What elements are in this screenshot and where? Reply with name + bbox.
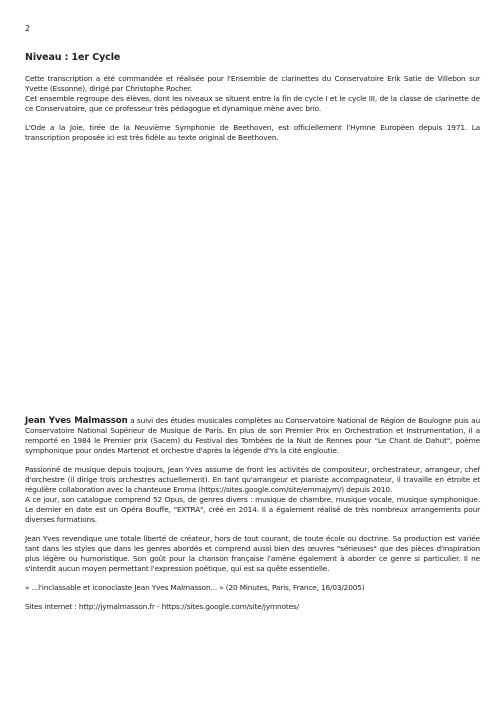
intro-paragraph-ensemble: Cet ensemble regroupe des élèves, dont les niveaux se situent entre la fin de cycle I et le cycle III, de la classe de clarinette de ce Conservatoire, que ce professeur très pédagogue et dynamique mène avec brio. bbox=[25, 94, 480, 113]
press-quote: « ...l'inclassable et iconoclaste Jean Yves Malmasson... » (20 Minutes, Paris, France, 16/03/2005) bbox=[25, 583, 365, 592]
level-label: Niveau : bbox=[25, 52, 69, 63]
bio-paragraph-catalogue: A ce jour, son catalogue comprend 52 Opus, de genres divers : musique de chambre, musique vocale, musique symphonique. Le dernier en date est un Opéra Bouffe, "EXTRA", créé en 2014. Il a également réalisé de très nombreux arrangements pour diverses formations. bbox=[25, 495, 480, 524]
websites-line: Sites internet : http://jymalmasson.fr - https://sites.google.com/site/jymnotes/ bbox=[25, 602, 299, 611]
bio-studies-text: a suivi des études musicales complètes au Conservatoire National de Région de Boulogne puis au Conservatoire National Supérieur de Musique de Paris. En plus de son Premier Prix en Orchestration et Instrumentation, il a remporté en 1984 le Premier prix (Sacem) du Festival des Tombées de la Nuit de Rennes pour "Le Chant de Dahut", poème symphonique pour ondes Martenot et orchestre d'après la légende d'Ys la cité engloutie. bbox=[25, 416, 480, 455]
bio-paragraph-activities: Passionné de musique depuis toujours, Jean Yves assume de front les activités de compositeur, orchestrateur, arrangeur, chef d'orchestre (il dirige trois orchestres actuellement). En tant qu'arrangeur et pianiste accompagnateur, il travaille en étroite et régulière collaboration avec la chanteuse Emma (https://sites.google.com/site/emmajym/) depuis 2010. bbox=[25, 465, 480, 494]
intro-section bbox=[25, 74, 480, 143]
page-number: 2 bbox=[25, 24, 31, 33]
intro-paragraph-ode: L'Ode a la Joie, tirée de la Neuvième Symphonie de Beethoven, est officiellement l'Hymne Européen depuis 1971. La transcription proposée ici est très fidèle au texte original de Beethoven. bbox=[25, 123, 480, 142]
bio-paragraph-freedom: Jean Yves revendique une totale liberté de créateur, hors de tout courant, de toute école ou doctrine. Sa production est variée tant dans les styles que dans les genres abordés et comprend aussi bien des œuvres "sérieuses" que des pièces d'inspiration plus légère ou humoristique. Son goût pour la chanson française l'amène également à aborder ce genre si particulier. Il ne s'interdit aucun moyen permettant l'expression poétique, qui est sa quête essentielle. bbox=[25, 534, 480, 573]
level-value: 1er Cycle bbox=[71, 52, 121, 63]
intro-paragraph-commission: Cette transcription a été commandée et réalisée pour l'Ensemble de clarinettes du Conservatoire Erik Satie de Villebon sur Yvette (Essonne), dirigé par Christophe Rocher. bbox=[25, 74, 480, 93]
level-heading bbox=[25, 52, 480, 63]
author-name: Jean Yves Malmasson bbox=[25, 416, 128, 426]
biography-section bbox=[25, 416, 480, 612]
bio-paragraph-studies bbox=[25, 416, 480, 456]
